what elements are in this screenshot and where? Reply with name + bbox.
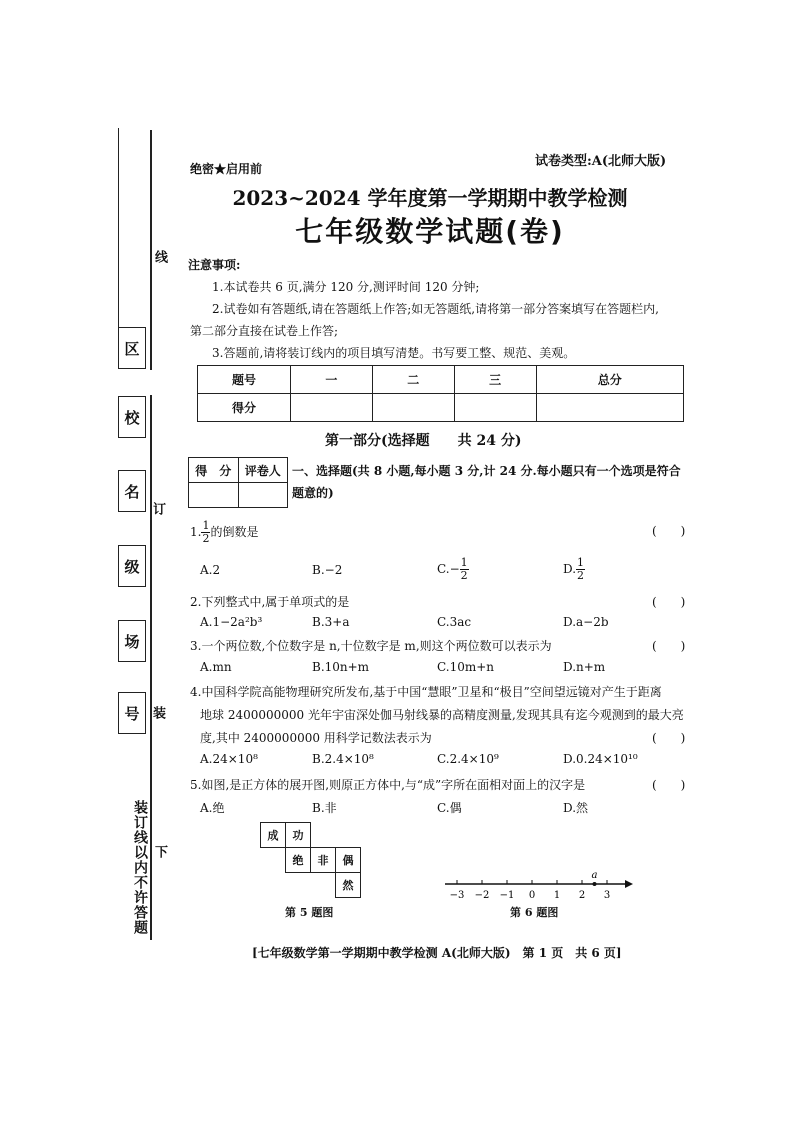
grader-header: 评卷人 [238,458,288,483]
net-cell: 非 [310,847,336,873]
question-4-stem-cont: 地球 2400000000 光年宇宙深处伽马射线暴的高精度测量,发现其具有迄今观测到的最大亮 [200,708,684,722]
part1-title: 第一部分(选择题 共 24 分) [325,433,522,449]
q1-option-b: B.−2 [312,563,343,577]
paper-type-label: 试卷类型:A(北师大版) [535,154,667,169]
binding-mark-staple: 订 [150,502,165,516]
fraction [576,557,585,582]
number-line-tick-label: 2 [578,890,586,901]
number-line-tick-label: −3 [449,890,465,901]
question-1-stem [190,520,258,545]
fraction-numerator: 1 [202,519,210,532]
binding-mark-bind: 装 [150,706,165,720]
answer-paren[interactable]: ( ) [652,778,686,792]
q1-option-d [563,557,585,582]
sidebar-field-name: 名 [118,470,146,512]
answer-paren[interactable]: ( ) [652,595,686,609]
sidebar-field-number: 号 [118,692,146,734]
figure-6-number-line [440,868,640,904]
q4-option-b: B.2.4×10⁸ [312,752,374,766]
number-line-tick-label: −1 [499,890,515,901]
number-line-tick-label: 1 [553,890,561,901]
answer-paren[interactable]: ( ) [652,731,686,745]
q2-option-c: C.3ac [437,615,472,629]
q3-option-a: A.mn [200,660,232,674]
question-5-stem: 5.如图,是正方体的展开图,则原正方体中,与“成”字所在面相对面上的汉字是 [190,778,586,792]
number-line-tick-label: −2 [474,890,490,901]
q1-option-c [437,557,469,582]
binding-mark-line: 线 [152,250,167,264]
number-line-tick-label: 0 [528,890,536,901]
score-table-cell: 题号 [198,366,291,394]
fraction [460,557,469,582]
score-input-cell[interactable] [536,394,683,422]
confidential-label: 绝密★启用前 [190,162,263,176]
question-3-stem: 3.一个两位数,个位数字是 n,十位数字是 m,则这个两位数可以表示为 [190,639,552,653]
question-4-stem: 4.中国科学院高能物理研究所发布,基于中国“慧眼”卫星和“极目”空间望远镜对产生于距离 [190,685,662,699]
answer-paren[interactable]: ( ) [652,639,686,653]
q2-option-d: D.a−2b [563,615,609,629]
grader-name-cell[interactable] [238,483,288,508]
q5-option-d: D.然 [563,801,589,815]
figure-5-caption: 第 5 题图 [285,906,334,919]
notice-item-2: 2.试卷如有答题纸,请在答题纸上作答;如无答题纸,请将第一部分答案填写在答题栏内, [212,302,659,316]
sidebar-field-school: 校 [118,396,146,438]
q2-option-a: A.1−2a²b³ [200,615,263,629]
number-line-point [593,882,597,886]
binding-notice: 装订线以内不许答题 [132,800,148,935]
score-table-cell: 得分 [198,394,291,422]
fraction-denominator: 2 [202,532,210,545]
score-table-cell: 一 [291,366,373,394]
section-intro: 一、选择题(共 8 小题,每小题 3 分,计 24 分.每小题只有一个选项是符合 [292,464,681,478]
binding-down-mark: 下 [152,845,167,859]
fraction-numerator: 1 [460,556,468,569]
q4-option-a: A.24×10⁸ [200,752,258,766]
question-text: 的倒数是 [210,525,259,539]
q3-option-c: C.10m+n [437,660,494,674]
fraction-denominator: 2 [577,569,585,582]
number-line-tick-label: 3 [603,890,611,901]
option-prefix: D. [563,562,577,576]
page-footer: [七年级数学第一学期期中教学检测 A(北师大版) 第 1 页 共 6 页] [252,946,622,960]
q4-option-d: D.0.24×10¹⁰ [563,752,638,766]
net-cell: 绝 [285,847,311,873]
sidebar-field-district: 区 [118,327,146,369]
score-input-cell[interactable] [454,394,536,422]
score-input-cell[interactable] [372,394,454,422]
net-cell: 偶 [335,847,361,873]
sidebar-field-room: 场 [118,620,146,662]
score-table-cell: 三 [454,366,536,394]
question-2-stem: 2.下列整式中,属于单项式的是 [190,595,350,609]
q4-option-c: C.2.4×10⁹ [437,752,499,766]
q3-option-b: B.10n+m [312,660,370,674]
fraction-numerator: 1 [577,556,585,569]
q5-option-a: A.绝 [200,801,225,815]
net-cell: 功 [285,822,311,848]
q2-option-b: B.3+a [312,615,350,629]
q5-option-c: C.偶 [437,801,462,815]
notice-item-2-cont: 第二部分直接在试卷上作答; [190,324,339,338]
binding-line [118,128,119,328]
notice-heading: 注意事项: [188,258,241,272]
answer-paren[interactable]: ( ) [652,524,686,538]
q5-option-b: B.非 [312,801,337,815]
notice-item-1: 1.本试卷共 6 页,满分 120 分,测评时间 120 分钟; [212,280,480,294]
score-table-header-row [198,366,684,394]
figure-6-caption: 第 6 题图 [510,906,559,919]
grader-header: 得 分 [189,458,239,483]
grader-table [188,457,288,508]
net-cell: 成 [260,822,286,848]
score-input-cell[interactable] [291,394,373,422]
number-line-arrow [625,880,633,888]
notice-item-3: 3.答题前,请将装订线内的项目填写清楚。书写要工整、规范、美观。 [212,346,576,360]
fraction-denominator: 2 [460,569,468,582]
question-4-stem-cont: 度,其中 2400000000 用科学记数法表示为 [200,731,432,745]
grader-score-cell[interactable] [189,483,239,508]
score-table [197,365,684,422]
section-intro-cont: 题意的) [292,486,334,500]
q1-option-a: A.2 [200,563,221,577]
question-number: 1. [190,525,202,539]
net-cell: 然 [335,872,361,898]
q3-option-d: D.n+m [563,660,606,674]
exam-title: 2023~2024 学年度第一学期期中教学检测 [232,186,628,210]
sidebar-field-class: 级 [118,545,146,587]
score-table-cell: 总分 [536,366,683,394]
score-table-cell: 二 [372,366,454,394]
score-table-score-row [198,394,684,422]
number-line-point-label: a [591,870,598,881]
exam-subtitle: 七年级数学试题(卷) [295,215,565,248]
option-prefix: C.− [437,562,460,576]
